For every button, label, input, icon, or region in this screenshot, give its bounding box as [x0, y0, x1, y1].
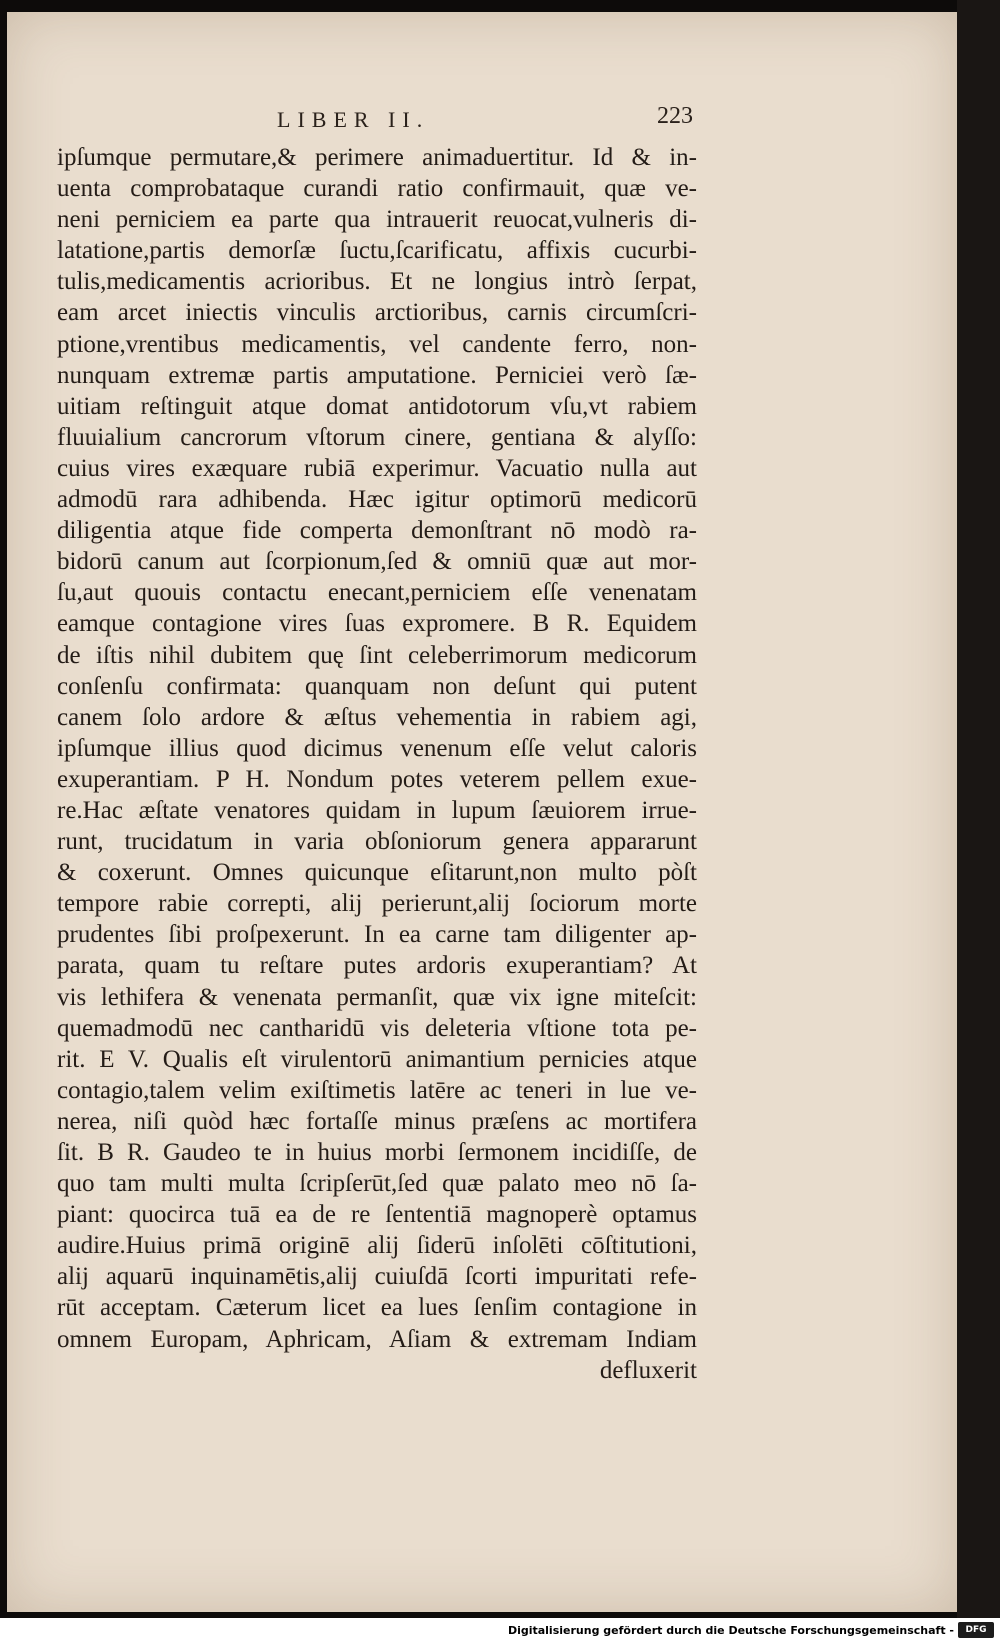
- text-line: alij aquarū inquinamētis,alij cuiuſdā ſcorti impuritati refe-: [57, 1263, 697, 1291]
- text-line: fluuialium cancrorum vſtorum cinere, gentiana & alyſſo:: [57, 423, 697, 451]
- text-line: eam arcet iniectis vinculis arctioribus, carnis circumſcri-: [57, 299, 697, 327]
- text-line: diligentia atque fide comperta demonſtrant nō modò ra-: [57, 517, 697, 545]
- text-line: & coxerunt. Omnes quicunque eſitarunt,non multo pòſt: [57, 859, 697, 887]
- text-line: bidorū canum aut ſcorpionum,ſed & omniū quæ aut mor-: [57, 548, 697, 576]
- text-line: admodū rara adhibenda. Hæc igitur optimorū medicorū: [57, 486, 697, 514]
- text-line: exuperantiam. P H. Nondum potes veterem pellem exue-: [57, 765, 697, 793]
- text-line: omnem Europam, Aphricam, Aſiam & extremam Indiam: [57, 1325, 697, 1353]
- text-line: tempore rabie correpti, alij perierunt,alij ſociorum morte: [57, 890, 697, 918]
- text-line: piant: quocirca tuā ea de re ſententiā magnoperè optamus: [57, 1201, 697, 1229]
- text-line: quemadmodū nec cantharidū vis deleteria vſtione tota pe-: [57, 1014, 697, 1042]
- text-line: uitiam reſtinguit atque domat antidotorum vſu,vt rabiem: [57, 392, 697, 420]
- scan-edge-strip: [957, 0, 1000, 1618]
- text-line: defluxerit: [599, 1356, 697, 1384]
- text-line: ptione,vrentibus medicamentis, vel candente ferro, non-: [57, 330, 697, 358]
- text-line: conſenſu confirmata: quanquam non deſunt qui putent: [57, 672, 697, 700]
- text-line: de iſtis nihil dubitem quę ſint celeberrimorum medicorum: [57, 641, 697, 669]
- text-line: re.Hac æſtate venatores quidam in lupum ſæuiorem irrue-: [57, 796, 697, 824]
- dfg-logo: DFG: [958, 1622, 994, 1638]
- body-text: [57, 142, 697, 1386]
- text-line: uenta comprobataque curandi ratio confirmauit, quæ ve-: [57, 175, 697, 203]
- text-line: audire.Huius primā originē alij ſiderū inſolēti cōſtitutioni,: [57, 1232, 697, 1260]
- text-line: ipſumque illius quod dicimus venenum eſſe velut caloris: [57, 734, 697, 762]
- text-line: tulis,medicamentis acrioribus. Et ne longius intrò ſerpat,: [57, 268, 697, 296]
- text-line: ſit. B R. Gaudeo te in huius morbi ſermonem incidiſſe, de: [57, 1139, 697, 1166]
- text-line: nunquam extremæ partis amputatione. Perniciei verò ſæ-: [57, 361, 697, 389]
- book-page: [7, 12, 957, 1612]
- text-line: cuius vires exæquare rubiā experimur. Vacuatio nulla aut: [57, 454, 697, 482]
- digitization-footer: [0, 1618, 1000, 1643]
- page-number: 223: [657, 103, 693, 129]
- text-line: canem ſolo ardore & æſtus vehementia in rabiem agi,: [57, 703, 697, 731]
- running-head: LIBER II.: [277, 107, 430, 132]
- text-line: neni perniciem ea parte qua intrauerit reuocat,vulneris di-: [57, 206, 697, 234]
- text-line: rit. E V. Qualis eſt virulentorū animantium pernicies atque: [57, 1045, 697, 1073]
- funding-credit: Digitalisierung gefördert durch die Deutsche Forschungsgemeinschaft -: [507, 1624, 954, 1637]
- text-line: rūt acceptam. Cæterum licet ea lues ſenſim contagione in: [57, 1294, 697, 1322]
- text-line: eamque contagione vires ſuas expromere. B R. Equidem: [57, 610, 697, 638]
- page-header: [7, 103, 957, 147]
- text-line: ſu,aut quouis contactu enecant,perniciem eſſe venenatam: [57, 579, 697, 607]
- text-line: nerea, niſi quòd hæc fortaſſe minus præſens ac mortifera: [57, 1107, 697, 1135]
- text-line: prudentes ſibi proſpexerunt. In ea carne tam diligenter ap-: [57, 921, 697, 949]
- text-line: runt, trucidatum in varia obſoniorum genera appararunt: [57, 828, 697, 856]
- text-line: quo tam multi multa ſcripſerūt,ſed quæ palato meo nō ſa-: [57, 1170, 697, 1198]
- text-line: vis lethifera & venenata permanſit, quæ vix igne miteſcit:: [57, 983, 697, 1011]
- text-line: contagio,talem velim exiſtimetis latēre ac teneri in lue ve-: [57, 1076, 697, 1104]
- text-line: parata, quam tu reſtare putes ardoris exuperantiam? At: [57, 952, 697, 980]
- text-line: ipſumque permutare,& perimere animaduertitur. Id & in-: [57, 144, 697, 171]
- text-line: latatione,partis demorſæ ſuctu,ſcarificatu, affixis cucurbi-: [57, 237, 697, 265]
